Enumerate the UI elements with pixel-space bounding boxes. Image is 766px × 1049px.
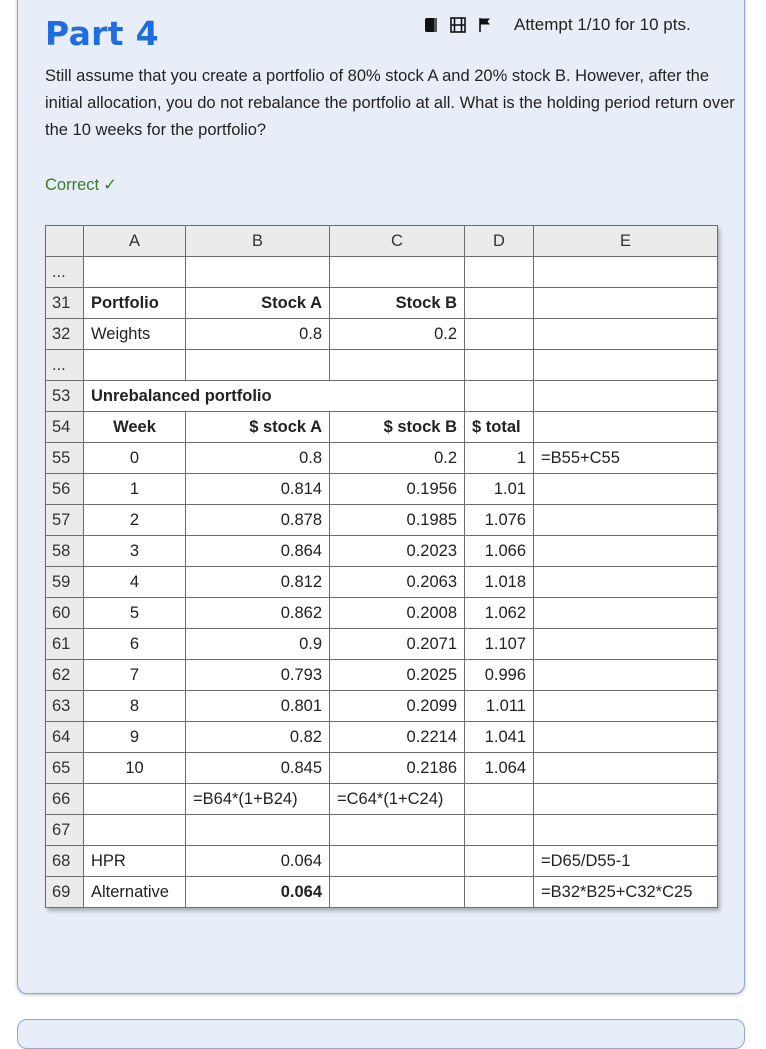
- cell[interactable]: [534, 691, 718, 722]
- table-row: [46, 815, 718, 846]
- cell[interactable]: 0.2214: [330, 722, 465, 753]
- cell[interactable]: 0.2023: [330, 536, 465, 567]
- cell[interactable]: 0.2099: [330, 691, 465, 722]
- table-row: [46, 319, 718, 350]
- cell[interactable]: [465, 257, 534, 288]
- cell[interactable]: [534, 722, 718, 753]
- cell[interactable]: [186, 257, 330, 288]
- cell[interactable]: 0.878: [186, 505, 330, 536]
- column-header-e[interactable]: E: [534, 226, 718, 257]
- cell[interactable]: 0.1985: [330, 505, 465, 536]
- cell[interactable]: [534, 536, 718, 567]
- table-row: [46, 753, 718, 784]
- cell[interactable]: 0.8: [186, 319, 330, 350]
- table-row: [46, 660, 718, 691]
- cell[interactable]: [84, 350, 186, 381]
- table-row: [46, 691, 718, 722]
- cell[interactable]: [330, 877, 465, 908]
- cell[interactable]: [330, 815, 465, 846]
- column-header-a[interactable]: A: [84, 226, 186, 257]
- film-icon[interactable]: [450, 17, 466, 33]
- spreadsheet-table: [45, 225, 718, 908]
- answer-cell[interactable]: 0.064: [186, 877, 330, 908]
- cell[interactable]: 0.82: [186, 722, 330, 753]
- cell[interactable]: 1.066: [465, 536, 534, 567]
- cell[interactable]: [534, 319, 718, 350]
- row-header[interactable]: 65: [46, 753, 84, 784]
- cell[interactable]: [534, 412, 718, 443]
- cell[interactable]: [84, 257, 186, 288]
- part-title: Part 4: [45, 14, 159, 53]
- cell[interactable]: [186, 350, 330, 381]
- section-title-cell[interactable]: Unrebalanced portfolio: [84, 381, 465, 412]
- cell[interactable]: Weights: [84, 319, 186, 350]
- cell[interactable]: [534, 815, 718, 846]
- row-header[interactable]: 53: [46, 381, 84, 412]
- row-header[interactable]: ...: [46, 257, 84, 288]
- cell[interactable]: Portfolio: [84, 288, 186, 319]
- cell[interactable]: Stock A: [186, 288, 330, 319]
- row-header[interactable]: 59: [46, 567, 84, 598]
- table-row: [46, 288, 718, 319]
- table-row: [46, 567, 718, 598]
- table-row: [46, 784, 718, 815]
- table-row: [46, 381, 718, 412]
- cell[interactable]: 10: [84, 753, 186, 784]
- row-header[interactable]: 66: [46, 784, 84, 815]
- cell[interactable]: 0.9: [186, 629, 330, 660]
- cell[interactable]: 1.041: [465, 722, 534, 753]
- cell[interactable]: [465, 846, 534, 877]
- table-row: [46, 505, 718, 536]
- cell[interactable]: 1: [84, 474, 186, 505]
- cell[interactable]: 1.018: [465, 567, 534, 598]
- cell[interactable]: [465, 877, 534, 908]
- cell[interactable]: $ stock A: [186, 412, 330, 443]
- cell[interactable]: 1.064: [465, 753, 534, 784]
- cell[interactable]: [534, 784, 718, 815]
- status-correct: [45, 175, 117, 195]
- cell[interactable]: 0.862: [186, 598, 330, 629]
- cell[interactable]: 0.845: [186, 753, 330, 784]
- row-header[interactable]: 58: [46, 536, 84, 567]
- cell[interactable]: Week: [84, 412, 186, 443]
- table-row: [46, 629, 718, 660]
- cell[interactable]: 0.2071: [330, 629, 465, 660]
- column-header-d[interactable]: D: [465, 226, 534, 257]
- cell[interactable]: $ total: [465, 412, 534, 443]
- attempt-counter: Attempt 1/10 for 10 pts.: [514, 15, 691, 34]
- formula-cell[interactable]: =C64*(1+C24): [330, 784, 465, 815]
- cell[interactable]: [465, 319, 534, 350]
- cell[interactable]: [84, 815, 186, 846]
- cell[interactable]: [534, 350, 718, 381]
- cell[interactable]: [330, 257, 465, 288]
- cell[interactable]: 7: [84, 660, 186, 691]
- cell[interactable]: 0.814: [186, 474, 330, 505]
- cell[interactable]: 0.064: [186, 846, 330, 877]
- cell[interactable]: 0.812: [186, 567, 330, 598]
- cell[interactable]: Alternative: [84, 877, 186, 908]
- cell[interactable]: [84, 784, 186, 815]
- formula-cell[interactable]: =B32*B25+C32*C25: [534, 877, 718, 908]
- row-header[interactable]: 32: [46, 319, 84, 350]
- cell[interactable]: Stock B: [330, 288, 465, 319]
- status-label: Correct: [45, 176, 100, 194]
- cell[interactable]: [465, 784, 534, 815]
- cell[interactable]: 0.793: [186, 660, 330, 691]
- cell[interactable]: [465, 350, 534, 381]
- cell[interactable]: 1.011: [465, 691, 534, 722]
- notebook-icon[interactable]: [424, 17, 438, 33]
- row-header[interactable]: 68: [46, 846, 84, 877]
- column-header-row: [46, 226, 718, 257]
- cell[interactable]: 0.2025: [330, 660, 465, 691]
- row-header[interactable]: 31: [46, 288, 84, 319]
- cell[interactable]: [534, 381, 718, 412]
- cell[interactable]: [534, 629, 718, 660]
- cell[interactable]: 1: [465, 443, 534, 474]
- row-header[interactable]: 60: [46, 598, 84, 629]
- row-header[interactable]: 55: [46, 443, 84, 474]
- cell[interactable]: 4: [84, 567, 186, 598]
- cell[interactable]: $ stock B: [330, 412, 465, 443]
- table-row: [46, 474, 718, 505]
- cell[interactable]: 2: [84, 505, 186, 536]
- cell[interactable]: [465, 288, 534, 319]
- cell[interactable]: 0.864: [186, 536, 330, 567]
- cell[interactable]: 1.107: [465, 629, 534, 660]
- cell[interactable]: 1.062: [465, 598, 534, 629]
- table-row: [46, 877, 718, 908]
- cell[interactable]: 0.2008: [330, 598, 465, 629]
- row-header[interactable]: ...: [46, 350, 84, 381]
- formula-cell[interactable]: =B64*(1+B24): [186, 784, 330, 815]
- cell[interactable]: [534, 598, 718, 629]
- row-header[interactable]: 63: [46, 691, 84, 722]
- cell[interactable]: =B55+C55: [534, 443, 718, 474]
- table-row: [46, 412, 718, 443]
- table-row: [46, 350, 718, 381]
- table-row: [46, 536, 718, 567]
- cell[interactable]: HPR: [84, 846, 186, 877]
- cell[interactable]: [330, 846, 465, 877]
- cell[interactable]: [465, 381, 534, 412]
- cell[interactable]: [534, 505, 718, 536]
- cell[interactable]: 5: [84, 598, 186, 629]
- cell[interactable]: [186, 815, 330, 846]
- cell[interactable]: [330, 350, 465, 381]
- cell[interactable]: [534, 257, 718, 288]
- corner-cell[interactable]: [46, 226, 84, 257]
- row-header[interactable]: 56: [46, 474, 84, 505]
- column-header-c[interactable]: C: [330, 226, 465, 257]
- table-row: [46, 846, 718, 877]
- formula-cell[interactable]: =D65/D55-1: [534, 846, 718, 877]
- row-header[interactable]: 54: [46, 412, 84, 443]
- cell[interactable]: 8: [84, 691, 186, 722]
- column-header-b[interactable]: B: [186, 226, 330, 257]
- checkmark-icon: ✓: [103, 176, 117, 194]
- cell[interactable]: [534, 660, 718, 691]
- cell[interactable]: 9: [84, 722, 186, 753]
- cell[interactable]: 0.801: [186, 691, 330, 722]
- row-header[interactable]: 69: [46, 877, 84, 908]
- table-row: [46, 722, 718, 753]
- row-header[interactable]: 57: [46, 505, 84, 536]
- row-header[interactable]: 61: [46, 629, 84, 660]
- row-header[interactable]: 62: [46, 660, 84, 691]
- cell[interactable]: 0.2: [330, 443, 465, 474]
- cell[interactable]: 0.2186: [330, 753, 465, 784]
- question-toolbar: [424, 15, 691, 35]
- table-row: [46, 443, 718, 474]
- question-text: Still assume that you create a portfolio of 80% stock A and 20% stock B. However, after the initial allocation, you do not rebalance the portfolio at all. What is the holding period return over the 10 weeks for the portfolio?: [45, 67, 735, 139]
- cell[interactable]: [534, 753, 718, 784]
- cell[interactable]: 6: [84, 629, 186, 660]
- cell[interactable]: 0.996: [465, 660, 534, 691]
- cell[interactable]: 0.2: [330, 319, 465, 350]
- cell[interactable]: [534, 567, 718, 598]
- cell[interactable]: [465, 815, 534, 846]
- table-row: [46, 257, 718, 288]
- cell[interactable]: 0.2063: [330, 567, 465, 598]
- table-row: [46, 598, 718, 629]
- cell[interactable]: [534, 288, 718, 319]
- cell[interactable]: 0: [84, 443, 186, 474]
- cell[interactable]: 0.8: [186, 443, 330, 474]
- cell[interactable]: 0.1956: [330, 474, 465, 505]
- row-header[interactable]: 64: [46, 722, 84, 753]
- cell[interactable]: 1.01: [465, 474, 534, 505]
- cell[interactable]: 1.076: [465, 505, 534, 536]
- row-header[interactable]: 67: [46, 815, 84, 846]
- flag-icon[interactable]: [478, 17, 492, 33]
- cell[interactable]: [534, 474, 718, 505]
- cell[interactable]: 3: [84, 536, 186, 567]
